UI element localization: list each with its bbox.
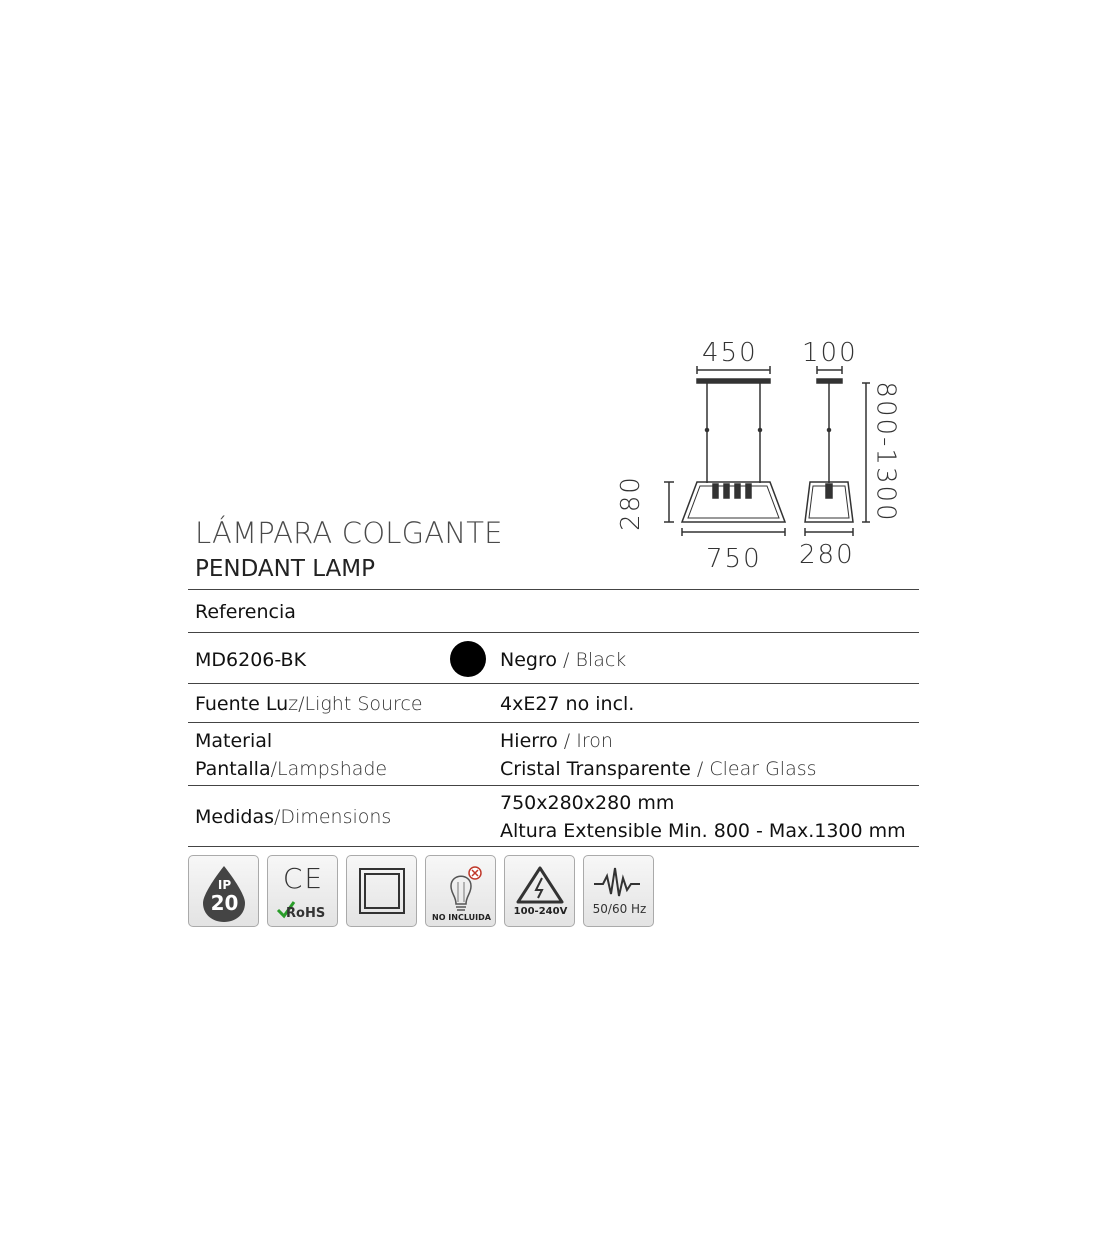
divider	[188, 683, 919, 684]
light-source-label	[195, 693, 423, 715]
material-es: Hierro	[500, 730, 558, 752]
divider	[188, 632, 919, 633]
product-title-es: LÁMPARA COLGANTE	[195, 516, 503, 550]
color-sep: /	[556, 649, 576, 671]
color-es: Negro	[500, 649, 557, 671]
lampshade-label-en: /Lampshade	[270, 758, 388, 780]
divider	[188, 785, 919, 786]
frequency-icon	[583, 855, 654, 927]
color-value	[500, 649, 626, 671]
bulb-not-included-icon	[425, 855, 496, 927]
lampshade-en: Clear Glass	[709, 758, 817, 780]
color-en: Black	[575, 649, 627, 671]
lampshade-value	[500, 758, 817, 780]
reference-code: MD6206-BK	[195, 649, 307, 671]
divider	[188, 846, 919, 847]
material-en: Iron	[576, 730, 613, 752]
dim-top-width: 450	[702, 338, 758, 368]
lampshade-label-es: Pantalla	[195, 758, 271, 780]
ip-label: IP	[217, 878, 232, 892]
dimensions-label	[195, 806, 391, 828]
light-source-label-es: Fuente Lu	[195, 693, 289, 715]
dimensions-label-es: Medidas	[195, 806, 275, 828]
dimensions-label-en: /Dimensions	[274, 806, 392, 828]
lampshade-label	[195, 758, 387, 780]
divider	[188, 589, 919, 590]
dim-top-side: 100	[802, 338, 858, 368]
material-value	[500, 730, 613, 752]
dim-shade-height: 280	[615, 475, 646, 531]
voltage-label: 100-240V	[513, 906, 568, 917]
bulb-label: NO INCLUIDA	[432, 913, 491, 922]
frequency-label: 50/60 Hz	[592, 902, 647, 916]
class-ii-icon	[346, 855, 417, 927]
product-title-en: PENDANT LAMP	[195, 556, 376, 582]
color-swatch	[450, 641, 486, 677]
dim-height-range: 800-1300	[870, 381, 901, 523]
ce-rohs-icon	[267, 855, 338, 927]
material-label: Material	[195, 730, 273, 752]
material-sep: /	[557, 730, 577, 752]
lampshade-es: Cristal Transparente	[500, 758, 691, 780]
dimensions-value-1: 750x280x280 mm	[500, 792, 675, 814]
divider	[188, 722, 919, 723]
ip20-icon	[188, 855, 259, 927]
voltage-icon	[504, 855, 575, 927]
light-source-label-rest: z/Light Source	[288, 693, 423, 715]
ip-rating: 20	[210, 891, 239, 915]
rohs-mark: RoHS	[286, 906, 326, 921]
ce-mark: CE	[282, 862, 325, 895]
lampshade-sep: /	[690, 758, 710, 780]
reference-header: Referencia	[195, 601, 296, 623]
light-source-value: 4xE27 no incl.	[500, 693, 635, 715]
dim-bottom-depth: 280	[799, 540, 855, 570]
dimensions-value-2: Altura Extensible Min. 800 - Max.1300 mm	[500, 820, 906, 842]
dim-bottom-width: 750	[706, 544, 762, 574]
